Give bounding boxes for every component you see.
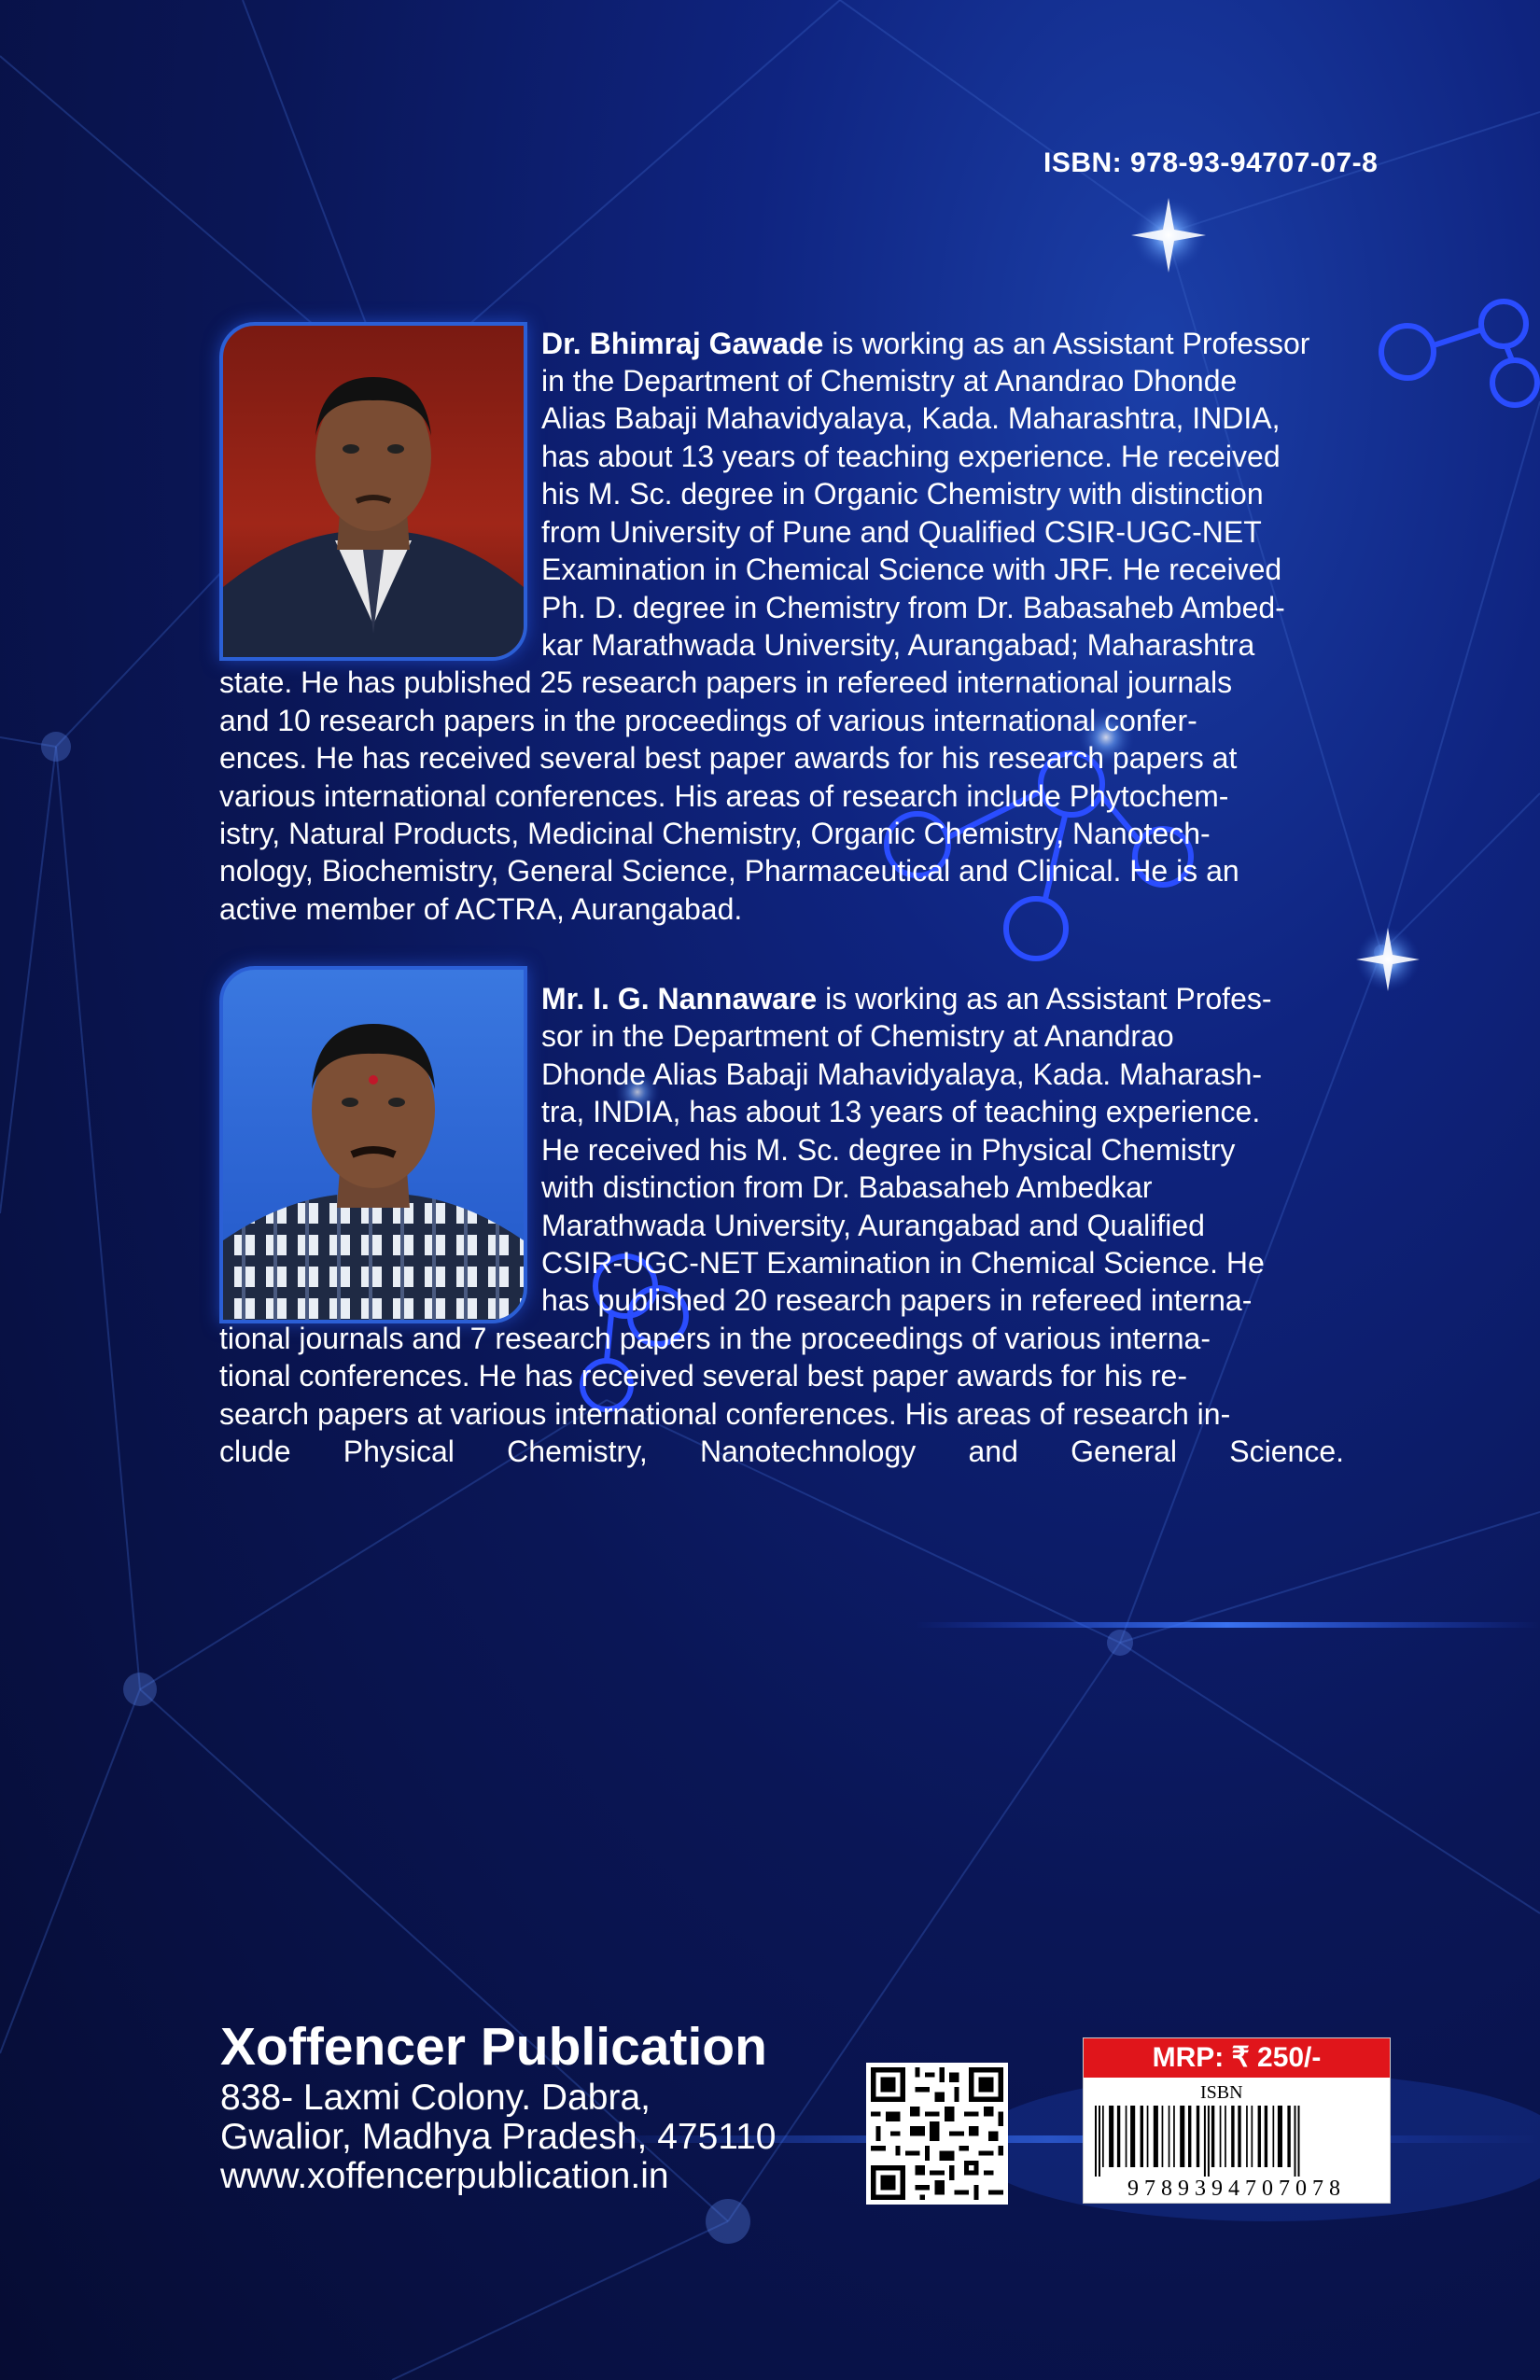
- author1-bio-line: Ph. D. degree in Chemistry from Dr. Babasaheb Ambed-: [541, 591, 1285, 624]
- barcode-bar: [1126, 2106, 1127, 2167]
- author1-bio-line: nology, Biochemistry, General Science, Pharmaceutical and Clinical. He is an: [219, 854, 1239, 888]
- barcode-bar: [1095, 2106, 1097, 2177]
- author2-bio-line: Mr. I. G. Nannaware is working as an Assistant Profes-: [541, 982, 1272, 1015]
- author2-photo: [219, 966, 527, 1323]
- author1-name: Dr. Bhimraj Gawade: [541, 327, 824, 360]
- author1-bio-line: Examination in Chemical Science with JRF. He received: [541, 553, 1282, 586]
- author1-photo: [219, 322, 527, 661]
- publisher-website[interactable]: www.xoffencerpublication.in: [220, 2156, 669, 2196]
- barcode-bar: [1180, 2106, 1184, 2167]
- barcode-bar: [1211, 2106, 1214, 2167]
- barcode-bar: [1273, 2106, 1275, 2167]
- author1-bio-line: Alias Babaji Mahavidyalaya, Kada. Maharashtra, INDIA,: [541, 401, 1281, 435]
- publisher-address-line2: Gwalior, Madhya Pradesh, 475110: [220, 2117, 777, 2157]
- author2-bio-line: clude Physical Chemistry, Nanotechnology and General Science.: [219, 1435, 1344, 1468]
- barcode-bar: [1208, 2106, 1210, 2177]
- author1-bio-line: in the Department of Chemistry at Anandrao Dhonde: [541, 364, 1238, 398]
- barcode-bar: [1287, 2106, 1290, 2167]
- author1-bio-line: various international conferences. His areas of research include Phytochem-: [219, 779, 1229, 813]
- mrp-label: MRP: ₹ 250/-: [1084, 2038, 1390, 2078]
- barcode-bar: [1246, 2106, 1248, 2167]
- barcode-bar: [1109, 2106, 1113, 2167]
- barcode-bar: [1130, 2106, 1135, 2167]
- barcode-bar: [1188, 2106, 1191, 2167]
- publisher-name: Xoffencer Publication: [220, 2017, 767, 2077]
- barcode-bar: [1197, 2106, 1199, 2167]
- isbn-top: ISBN: 978-93-94707-07-8: [1043, 147, 1379, 178]
- barcode-bar: [1225, 2106, 1226, 2167]
- price-barcode-box: [1083, 2037, 1391, 2204]
- barcode-bar: [1252, 2106, 1253, 2167]
- barcode-bar: [1147, 2106, 1149, 2167]
- barcode-bar: [1162, 2106, 1164, 2167]
- author1-bio-line: and 10 research papers in the proceedings of various international confer-: [219, 704, 1197, 737]
- author1-bio-line: ences. He has received several best paper awards for his research papers at: [219, 741, 1238, 775]
- barcode-bar: [1238, 2106, 1240, 2167]
- author2-bio-line: CSIR-UGC-NET Examination in Chemical Science. He: [541, 1246, 1265, 1280]
- barcode-bar: [1231, 2106, 1234, 2167]
- author2-bio-line: sor in the Department of Chemistry at Anandrao: [541, 1019, 1174, 1053]
- barcode-bar: [1258, 2106, 1261, 2167]
- author1-bio-line: Dr. Bhimraj Gawade is working as an Assistant Professor: [541, 327, 1310, 360]
- author2-bio-line: tional journals and 7 research papers in the proceedings of various interna-: [219, 1322, 1211, 1355]
- barcode-bar: [1102, 2106, 1104, 2167]
- author1-bio-line: kar Marathwada University, Aurangabad; Maharashtra: [541, 628, 1255, 662]
- author2-bio-line: search papers at various international conferences. His areas of research in-: [219, 1397, 1231, 1431]
- author1-bio-line: from University of Pune and Qualified CSIR-UGC-NET: [541, 515, 1262, 549]
- author1-bio-line: has about 13 years of teaching experience. He received: [541, 440, 1281, 473]
- barcode-bar: [1117, 2106, 1120, 2167]
- barcode-bar: [1154, 2106, 1158, 2167]
- barcode: [1093, 2106, 1379, 2177]
- author2-bio-line: has published 20 research papers in refereed interna-: [541, 1283, 1253, 1317]
- author1-bio-line: his M. Sc. degree in Organic Chemistry with distinction: [541, 477, 1264, 511]
- isbn-label: ISBN: [1200, 2082, 1243, 2103]
- barcode-bar: [1278, 2106, 1282, 2167]
- author2-bio-line: Marathwada University, Aurangabad and Qualified: [541, 1209, 1205, 1242]
- barcode-bar: [1295, 2106, 1296, 2177]
- author2-bio-line: He received his M. Sc. degree in Physical Chemistry: [541, 1133, 1236, 1167]
- author2-name: Mr. I. G. Nannaware: [541, 982, 818, 1015]
- author1-bio-line: istry, Natural Products, Medicinal Chemistry, Organic Chemistry, Nanotech-: [219, 817, 1211, 850]
- barcode-bar: [1169, 2106, 1170, 2167]
- author2-bio-line: tra, INDIA, has about 13 years of teaching experience.: [541, 1095, 1261, 1128]
- author2-bio-line: with distinction from Dr. Babasaheb Ambedkar: [541, 1170, 1153, 1204]
- barcode-bar: [1298, 2106, 1300, 2177]
- barcode-bar: [1173, 2106, 1175, 2167]
- barcode-bar: [1265, 2106, 1267, 2167]
- author2-bio-line: tional conferences. He has received several best paper awards for his re-: [219, 1359, 1187, 1393]
- author1-bio-line: active member of ACTRA, Aurangabad.: [219, 892, 743, 926]
- barcode-bar: [1204, 2106, 1206, 2177]
- barcode-number: 9789394707078: [1127, 2177, 1346, 2201]
- barcode-bar: [1220, 2106, 1222, 2167]
- author1-bio-line: state. He has published 25 research papers in refereed international journals: [219, 665, 1233, 699]
- qr-code: [866, 2063, 1008, 2205]
- barcode-bar: [1141, 2106, 1143, 2167]
- barcode-bar: [1099, 2106, 1100, 2177]
- author2-bio-line: Dhonde Alias Babaji Mahavidyalaya, Kada. Maharash-: [541, 1057, 1263, 1091]
- publisher-address-line1: 838- Laxmi Colony. Dabra,: [220, 2078, 651, 2118]
